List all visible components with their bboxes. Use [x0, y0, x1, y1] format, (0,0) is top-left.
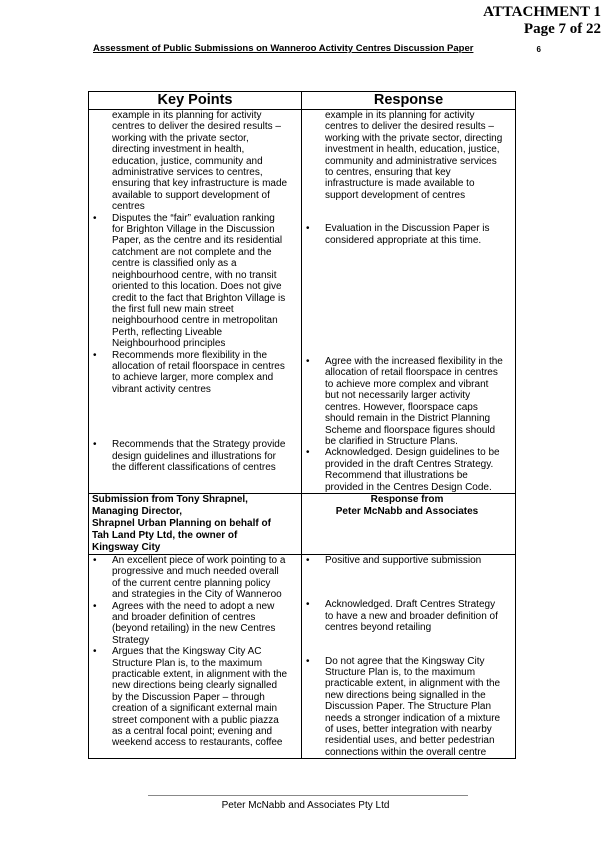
key-points-cell — [89, 110, 302, 494]
text-line: Positive and supportive submission — [325, 554, 482, 566]
response-header: Response — [302, 92, 516, 110]
list-item — [89, 601, 298, 647]
table-row — [89, 554, 516, 758]
text-line: vibrant activity centres — [112, 383, 211, 395]
text-line: directing investment in health, — [112, 144, 245, 156]
text-line: oriented to this location. Does not give — [112, 281, 282, 293]
text-line: Submission from Tony Shrapnel, — [92, 493, 248, 505]
text-line: Recommends more flexibility in the — [112, 349, 268, 361]
bullet-icon: • — [93, 212, 97, 224]
text-line: practicable extent, in alignment with the — [325, 678, 501, 690]
list-item — [89, 350, 298, 396]
bullet-icon: • — [93, 349, 97, 361]
text-line: to achieve more complex and vibrant — [325, 378, 489, 390]
text-line: ensuring that key infrastructure is made — [112, 178, 288, 190]
running-title: Assessment of Public Submissions on Wanneroo Activity Centres Discussion Paper — [93, 43, 474, 54]
table-row — [89, 110, 516, 494]
bullet-icon: • — [93, 646, 97, 658]
text-line: community and administrative services — [325, 155, 497, 167]
text-line: centres to deliver the desired results – — [325, 121, 494, 133]
text-line: Evaluation in the Discussion Paper is — [325, 223, 490, 235]
text-line: Peter McNabb and Associates — [335, 505, 479, 517]
list-item — [302, 555, 512, 566]
key-points-header: Key Points — [89, 92, 302, 110]
text-line: support development of centres — [325, 189, 466, 201]
bullet-icon: • — [306, 447, 310, 459]
text-line: administrative services to centres, — [112, 167, 263, 179]
text-line: Kingsway City — [92, 541, 161, 553]
text-line: centres. However, floorspace caps — [325, 401, 478, 413]
text-line: should remain in the District Planning — [325, 413, 491, 425]
text-line: by the Discussion Paper – through — [112, 691, 265, 703]
text-line: Neighbourhood principles — [112, 338, 226, 350]
text-line: of uses, better integration with nearby — [325, 724, 492, 735]
list-item — [302, 447, 512, 493]
text-line: weekend access to restaurants, coffee — [112, 737, 283, 749]
text-line: Recommends that the Strategy provide — [112, 439, 286, 451]
list-item — [302, 599, 512, 633]
text-line: but not necessarily larger activity — [325, 390, 471, 402]
text-line: Tah Land Pty Ltd, the owner of — [92, 529, 238, 541]
page-indicator: Page 7 of 22 — [523, 21, 601, 37]
text-line: Argues that the Kingsway City AC — [112, 646, 262, 658]
text-line: Scheme and floorspace figures should — [325, 424, 496, 436]
submissions-table — [88, 91, 516, 759]
text-line: available to support development of — [112, 189, 270, 201]
key-points-cell — [89, 554, 302, 758]
bullet-icon: • — [306, 356, 310, 368]
text-line: to centres, ensuring that key — [325, 167, 451, 179]
continued-text — [89, 110, 298, 213]
attachment-title: ATTACHMENT 1 — [483, 4, 601, 20]
text-line: be clarified in Structure Plans. — [325, 435, 458, 447]
text-line: to have a new and broader definition of — [325, 610, 498, 622]
text-line: new directions being signalled in the — [325, 689, 486, 701]
table-header-row — [89, 92, 516, 110]
text-line: allocation of retail floorspace in centres — [325, 367, 498, 379]
text-line: infrastructure is made available to — [325, 178, 475, 190]
list-item — [302, 223, 512, 246]
bullet-icon: • — [306, 599, 310, 611]
text-line: Perth, reflecting Liveable — [112, 326, 223, 338]
text-line: connections within the overall centre — [325, 746, 487, 758]
bullet-icon: • — [306, 554, 310, 566]
text-line: credit to the fact that Brighton Village is — [112, 292, 286, 304]
text-line: Discussion Paper. The Structure Plan — [325, 701, 492, 713]
text-line: Shrapnel Urban Planning on behalf of — [92, 517, 271, 529]
bullet-icon: • — [93, 600, 97, 612]
attachment-label — [483, 4, 601, 38]
list-item — [89, 555, 298, 601]
text-line: Agrees with the need to adopt a new — [112, 600, 275, 612]
text-line: the different classifications of centres — [112, 461, 276, 473]
continued-text — [302, 110, 512, 201]
text-line: the first full new main street — [112, 303, 234, 315]
list-item — [302, 356, 512, 447]
footer-rule — [148, 795, 468, 796]
text-line: Paper, as the centre and its residential — [112, 235, 283, 247]
text-line: Strategy — [112, 634, 150, 646]
bullet-icon: • — [93, 439, 97, 451]
text-line: An excellent piece of work pointing to a — [112, 554, 286, 566]
page-footer: Peter McNabb and Associates Pty Ltd — [221, 800, 390, 811]
bullet-icon: • — [306, 655, 310, 667]
text-line: neighbourhood centre, with no transit — [112, 269, 277, 281]
text-line: practicable extent, in alignment with the — [112, 669, 288, 680]
submission-from — [89, 493, 302, 554]
text-line: investment in health, education, justice, — [325, 144, 500, 156]
text-line: (beyond retailing) in the new Centres — [112, 623, 276, 635]
list-item — [89, 213, 298, 350]
response-cell — [302, 554, 516, 758]
list-item — [302, 656, 512, 759]
text-line: centres beyond retailing — [325, 622, 432, 634]
text-line: allocation of retail floorspace in centres — [112, 360, 285, 372]
text-line: of the current centre planning policy — [112, 577, 271, 589]
text-line: needs a stronger indication of a mixture — [325, 712, 501, 724]
text-line: as a central focal point; evening and — [112, 726, 273, 738]
text-line: Acknowledged. Draft Centres Strategy — [325, 599, 496, 611]
text-line: progressive and much needed overall — [112, 566, 279, 578]
text-line: Response from — [370, 493, 444, 505]
response-from — [302, 493, 516, 554]
text-line: example in its planning for activity — [112, 110, 262, 121]
text-line: working with the private sector, — [112, 132, 249, 144]
list-item — [89, 646, 298, 749]
bullet-icon: • — [93, 554, 97, 566]
submission-header-row — [89, 493, 516, 554]
response-cell — [302, 110, 516, 494]
text-line: Acknowledged. Design guidelines to be — [325, 447, 500, 459]
text-line: considered appropriate at this time. — [325, 234, 482, 246]
text-line: residential uses, and better pedestrian — [325, 735, 495, 747]
text-line: working with the private sector, directing — [325, 132, 503, 144]
text-line: catchment are not complete and the — [112, 246, 272, 258]
text-line: centre is classified only as a — [112, 258, 237, 270]
text-line: Managing Director, — [92, 505, 183, 517]
text-line: Disputes the “fair” evaluation ranking — [112, 212, 275, 224]
text-line: to achieve larger, more complex and — [112, 372, 274, 384]
list-item — [89, 439, 298, 473]
text-line: neighbourhood centre in metropolitan — [112, 315, 278, 327]
text-line: centres — [112, 201, 145, 213]
text-line: Structure Plan is, to the maximum — [112, 657, 263, 669]
text-line: street component with a public piazza — [112, 714, 279, 726]
text-line: Recommend that illustrations be — [325, 470, 468, 482]
text-line: provided in the Centres Design Code. — [325, 481, 492, 493]
text-line: provided in the draft Centres Strategy. — [325, 458, 494, 470]
page-number: 6 — [536, 45, 541, 54]
text-line: Structure Plan is, to the maximum — [325, 666, 476, 678]
text-line: creation of a significant external main — [112, 703, 278, 715]
running-header — [93, 43, 541, 54]
bullet-icon: • — [306, 223, 310, 235]
text-line: Do not agree that the Kingsway City — [325, 655, 485, 667]
text-line: design guidelines and illustrations for — [112, 450, 276, 462]
text-line: and strategies in the City of Wanneroo — [112, 589, 282, 601]
text-line: centres to deliver the desired results – — [112, 121, 281, 133]
text-line: for Brighton Village in the Discussion — [112, 224, 275, 236]
text-line: and broader definition of centres — [112, 611, 256, 623]
text-line: new directions being clearly signalled — [112, 680, 278, 692]
text-line: example in its planning for activity — [325, 110, 475, 121]
text-line: Agree with the increased flexibility in the — [325, 356, 503, 368]
text-line: education, justice, community and — [112, 155, 263, 167]
